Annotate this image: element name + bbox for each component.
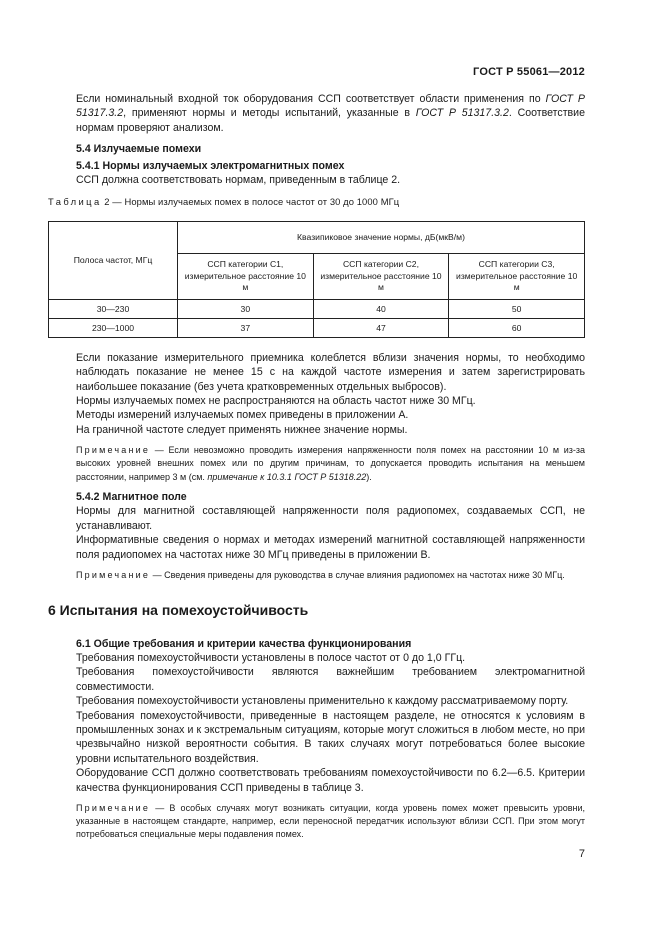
section-6-1-paragraph-5: Оборудование ССП должно соответствовать требованиям помехоустойчивости по 6.2—6.5. Критерии качества функционирования ССП приведены в таблице 3. [76, 767, 585, 794]
table-caption-text: 2 — Нормы излучаемых помех в полосе частот от 30 до 1000 МГц [101, 196, 400, 208]
note-1-text: — Если невозможно проводить измерения напряженности поля помех на расстоянии 10 м из-за высоких уровней внешних помех или по другим причинам, то допускается проводить испытания на меньшем расстоянии, например 3 м (см. [76, 445, 585, 482]
col-header-quasi-peak: Квазипиковое значение нормы, дБ(мкВ/м) [178, 221, 585, 253]
table-row [49, 299, 585, 318]
note-2-text: — Сведения приведены для руководства в случае влияния радиопомех на частотах ниже 30 МГц. [150, 569, 565, 580]
page-content [48, 90, 585, 842]
cell-band: 30—230 [49, 299, 178, 318]
table-row [49, 318, 585, 337]
note-label: Примечание [76, 445, 151, 456]
intro-text-2: , применяют нормы и методы испытаний, указанные в [123, 107, 416, 120]
cell-c3: 60 [449, 318, 585, 337]
col-header-c1: ССП категории С1, измерительное расстояние 10 м [178, 253, 314, 299]
section-6-1-paragraph-4: Требования помехоустойчивости, приведенные в настоящем разделе, не относятся к условиям в промышленных зонах и к экстремальным ситуациям, которые могут сложиться в любом месте, но при чрезвычайно низкой вероятности события. В таких случаях могут потребоваться более высокие уровни испытательного воздействия. [76, 709, 585, 765]
section-6-heading: 6 Испытания на помехоустойчивость [48, 602, 309, 619]
table-2-caption [48, 195, 608, 209]
after-table-paragraph-3: Методы измерений излучаемых помех приведены в приложении А. [76, 409, 409, 422]
cell-c1: 37 [178, 318, 314, 337]
standard-header: ГОСТ Р 55061—2012 [473, 66, 585, 78]
note-label: Примечание [76, 803, 151, 813]
section-5-4-2-paragraph-2: Информативные сведения о нормах и методах измерений магнитной составляющей напряженности поля радиопомех на частотах ниже 30 МГц приведены в приложении В. [76, 534, 585, 561]
section-5-4-heading: 5.4 Излучаемые помехи [76, 143, 202, 156]
col-header-c3: ССП категории С3, измерительное расстояние 10 м [449, 253, 585, 299]
cell-c3: 50 [449, 299, 585, 318]
intro-text-1: Если номинальный входной ток оборудования ССП соответствует области применения по [76, 93, 546, 105]
col-header-frequency: Полоса частот, МГц [49, 221, 178, 299]
cell-c1: 30 [178, 299, 314, 318]
page-number: 7 [578, 848, 585, 860]
note-3-text: — В особых случаях могут возникать ситуации, когда уровень помех может превысить уровни, указанные в настоящем стандарте, например, если переносной передатчик используют вблизи ССП. При этом могут потребоваться специальные меры подавления помех. [76, 803, 585, 840]
intro-paragraph [76, 92, 585, 135]
note-label: Примечание [76, 569, 151, 580]
cell-c2: 47 [313, 318, 449, 337]
col-header-c2: ССП категории С2, измерительное расстояние 10 м [313, 253, 449, 299]
intro-ref-2: ГОСТ Р 51317.3.2 [415, 107, 509, 120]
intro-ref-1: ГОСТ Р 51317.3.2 [76, 93, 585, 120]
after-table-paragraph-2: Нормы излучаемых помех не распространяются на область частот ниже 30 МГц. [76, 395, 476, 408]
table-caption-label: Таблица [48, 196, 102, 208]
section-6-1-paragraph-3: Требования помехоустойчивости установлены применительно к каждому рассматриваемому порту. [76, 695, 569, 708]
section-5-4-2-paragraph-1: Нормы для магнитной составляющей напряженности поля радиопомех, создаваемых ССП, не устанавливают. [76, 505, 585, 532]
section-6-1-paragraph-2: Требования помехоустойчивости являются важнейшим требованием электромагнитной совместимости. [76, 666, 585, 693]
note-1-ref: примечание к 10.3.1 ГОСТ Р 51318.22 [207, 471, 367, 482]
intro-text-3: . Соответствие нормам проверяют анализом. [76, 107, 585, 134]
cell-band: 230—1000 [49, 318, 178, 337]
after-table-paragraph-4: На граничной частоте следует применять нижнее значение нормы. [76, 423, 408, 436]
section-6-1-heading: 6.1 Общие требования и критерии качества функционирования [76, 637, 412, 650]
section-5-4-1-heading: 5.4.1 Нормы излучаемых электромагнитных помех [76, 159, 345, 172]
note-1 [76, 444, 585, 484]
section-6-1-paragraph-1: Требования помехоустойчивости установлены в полосе частот от 0 до 1,0 ГГц. [76, 651, 466, 664]
note-2 [76, 569, 585, 582]
note-3 [76, 802, 585, 842]
section-5-4-1-text: ССП должна соответствовать нормам, приведенным в таблице 2. [76, 174, 401, 187]
note-1-text-end: ). [366, 471, 372, 482]
emission-norms-table [48, 221, 585, 338]
after-table-paragraph-1: Если показание измерительного приемника колеблется вблизи значения нормы, то необходимо наблюдать показание не менее 15 с на каждой частоте измерения и затем зарегистрировать наибольшее показание (без учета кратковременных отдельных выбросов). [76, 351, 585, 393]
cell-c2: 40 [313, 299, 449, 318]
section-5-4-2-heading: 5.4.2 Магнитное поле [76, 490, 187, 503]
